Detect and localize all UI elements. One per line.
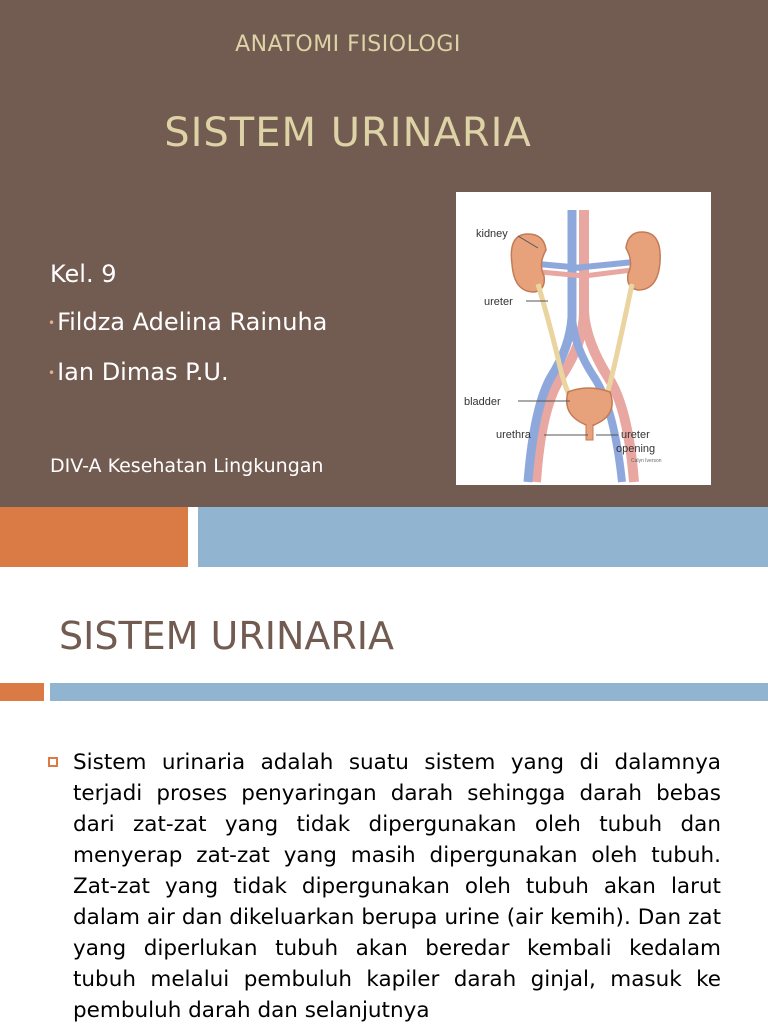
label-bladder: bladder (464, 396, 501, 408)
accent-bar-blue-long (50, 683, 768, 701)
member-name: Ian Dimas P.U. (57, 358, 229, 386)
figure-credit: Calyn Iverson (631, 458, 662, 464)
department-label: DIV-A Kesehatan Lingkungan (50, 455, 324, 477)
accent-bar-orange-small (0, 683, 44, 701)
member-name: Fildza Adelina Rainuha (57, 308, 328, 336)
square-bullet-icon (48, 757, 58, 767)
renal-artery-left (540, 272, 584, 276)
urethra-shape (586, 424, 593, 440)
title-slide (0, 0, 768, 507)
bullet-icon: • (48, 316, 56, 330)
slide-title: SISTEM URINARIA (164, 110, 532, 156)
member-item (48, 308, 327, 336)
label-ureter-opening-line1: ureter (621, 429, 650, 441)
slide-subtitle: ANATOMI FISIOLOGI (235, 32, 461, 57)
body-paragraph: Sistem urinaria adalah suatu sistem yang di dalamnya terjadi proses penyaringan darah sehingga darah bebas dari zat-zat yang tidak dipergunakan oleh tubuh dan menyerap zat-zat yang masih dipergunakan oleh tubuh. Zat-zat yang tidak dipergunakan oleh tubuh akan larut dalam air dan dikeluarkan berupa urine (air kemih). Dan zat yang diperlukan tubuh akan beredar kembali kedalam tubuh melalui pembuluh kapiler darah ginjal, masuk ke pembuluh darah dan selanjutnya (73, 750, 721, 1023)
label-ureter: ureter (484, 296, 513, 308)
accent-bar-blue (198, 507, 768, 567)
renal-artery-right (584, 270, 632, 276)
label-urethra: urethra (496, 429, 531, 441)
group-label: Kel. 9 (50, 260, 117, 288)
bladder-shape (567, 388, 612, 426)
bullet-icon: • (48, 366, 56, 380)
accent-bar-orange (0, 507, 188, 567)
urinary-system-figure (456, 192, 711, 485)
kidney-right-shape (626, 232, 660, 290)
label-ureter-opening-line2: opening (616, 443, 656, 455)
section-title: SISTEM URINARIA (59, 614, 394, 658)
member-item (48, 358, 229, 386)
label-kidney: kidney (476, 228, 508, 240)
urinary-system-illustration (456, 192, 711, 485)
